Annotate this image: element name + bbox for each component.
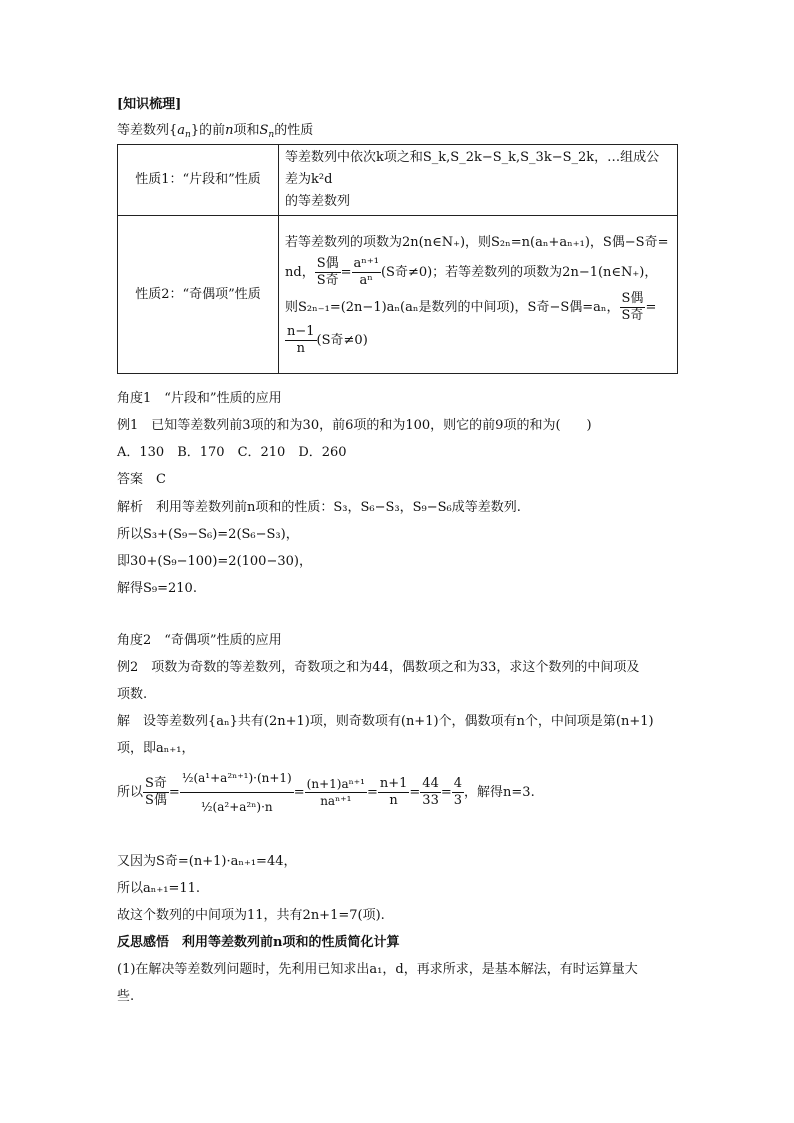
fraction-denominator: 3 (453, 793, 463, 808)
reflection-line2: 些. (117, 989, 135, 1004)
property2-line2-b: (S奇≠0)；若等差数列的项数为2n−1(n∈N₊)， (380, 265, 658, 280)
example1-options: A．130 B．170 C．210 D．260 (117, 445, 347, 460)
fraction (305, 776, 367, 809)
equation-suffix: ，解得n=3. (464, 785, 535, 800)
intro-sn-sub: n (268, 130, 275, 140)
fraction (620, 291, 646, 324)
example2-solution-line1: 解 设等差数列{aₙ}共有(2n+1)项，则奇数项有(n+1)个，偶数项有n个，中间项是第(n+1) (117, 714, 654, 729)
example2-solution-line2: 项，即aₙ₊₁， (117, 741, 195, 756)
reflection-line1: (1)在解决等差数列问题时，先利用已知求出a₁，d，再求所求，是基本解法，有时运算量大 (117, 962, 638, 977)
table-row (118, 216, 678, 374)
properties-table (117, 144, 678, 374)
property1-desc-line2: 的等差数列 (285, 194, 351, 209)
fraction-numerator: ½(a¹+a²ⁿ⁺¹)·(n+1) (180, 770, 294, 793)
angle1-title: 角度1 “片段和”性质的应用 (117, 391, 282, 406)
example2-question-line1: 例2 项数为奇数的等差数列，奇数项之和为44，偶数项之和为33，求这个数列的中间项及 (117, 660, 640, 675)
property2-line3-b: = (645, 300, 657, 315)
fraction-equation: 所以 $\frac{\text{S奇}}{\text{S偶}}$ = $\frac{\text{½(a¹+a²ⁿ⁺¹)·(n+1)}}{\text{½(a²+a²ⁿ)·n}}$ = $\frac{\text{(n+1)aⁿ⁺¹}}{\text{naⁿ⁺¹}}$ = $\frac{n+1}{n}$ = $\frac{44}{33}$ = $\frac{4}{3}$ ，解得n=3. (117, 771, 535, 814)
property2-line1: 若等差数列的项数为2n(n∈N₊)，则S₂ₙ=n(aₙ+aₙ₊₁)，S偶−S奇= (285, 235, 669, 250)
equation-prefix: 所以 (117, 785, 144, 800)
fraction-denominator: aⁿ (359, 273, 373, 288)
fraction (452, 776, 464, 809)
fraction (315, 256, 341, 289)
fraction-numerator: n−1 (287, 324, 315, 339)
fraction (420, 776, 441, 809)
reflection-title: 反思感悟 利用等差数列前n项和的性质简化计算 (117, 935, 400, 950)
equals-sign: = (340, 265, 352, 280)
fraction-denominator: n (389, 793, 398, 808)
fraction-numerator: S奇 (145, 776, 167, 791)
table-row (118, 145, 678, 216)
fraction-denominator: ½(a²+a²ⁿ)·n (200, 800, 273, 814)
fraction (285, 324, 317, 357)
fraction-denominator: S奇 (316, 273, 339, 288)
example2-conclusion: 故这个数列的中间项为11，共有2n+1=7(项). (117, 908, 385, 923)
fraction (378, 776, 410, 809)
property2-desc (279, 216, 678, 374)
fraction-numerator: (n+1)aⁿ⁺¹ (306, 777, 365, 791)
example2-again-line: 又因为S奇=(n+1)·aₙ₊₁=44， (117, 854, 297, 869)
fraction-numerator: S偶 (316, 256, 339, 271)
example1-answer: 答案 C (117, 472, 166, 487)
property2-line2 (285, 256, 671, 289)
property2-line2-a: nd， (285, 265, 315, 280)
example1-question: 例1 已知等差数列前3项的和为30，前6项的和为100，则它的前9项的和为( ) (117, 418, 592, 433)
example1-step2: 即30+(S₉−100)=2(100−30)， (117, 554, 312, 569)
example2-question-line2: 项数. (117, 687, 148, 702)
property2-line3-a: 则S₂ₙ₋₁=(2n−1)aₙ(aₙ是数列的中间项)，S奇−S偶=aₙ， (285, 300, 620, 315)
fraction-numerator: S偶 (621, 291, 644, 306)
property1-desc-line1: 等差数列中依次k项之和S_k,S_2k−S_k,S_3k−S_2k，…组成公差为k²d (285, 150, 660, 187)
angle2-title: 角度2 “奇偶项”性质的应用 (117, 633, 282, 648)
fraction-denominator: n (296, 341, 305, 356)
fraction-denominator: S偶 (145, 793, 167, 808)
intro-text-a: 等差数列{ (117, 123, 178, 138)
section-label: [知识梳理] (117, 97, 182, 112)
property2-line4-text: (S奇≠0) (316, 333, 368, 348)
intro-text-c: 项和 (233, 123, 260, 138)
example1-analysis: 解析 利用等差数列前n项和的性质：S₃，S₆−S₃，S₉−S₆成等差数列. (117, 500, 521, 515)
fraction-numerator: aⁿ⁺¹ (353, 256, 379, 271)
intro-text-d: 的性质 (274, 123, 314, 138)
intro-n: n (225, 123, 234, 138)
intro-text-b: }的前 (190, 123, 226, 138)
fraction-numerator: 44 (422, 776, 439, 791)
example2-so-line: 所以aₙ₊₁=11. (117, 881, 201, 896)
property1-name: 性质1：“片段和”性质 (118, 145, 279, 216)
fraction-denominator: naⁿ⁺¹ (320, 794, 352, 808)
fraction (143, 776, 169, 809)
example1-step1: 所以S₃+(S₉−S₆)=2(S₆−S₃)， (117, 527, 299, 542)
property1-desc (279, 145, 678, 216)
fraction (180, 770, 294, 815)
property2-name: 性质2：“奇偶项”性质 (118, 216, 279, 374)
fraction-numerator: 4 (453, 776, 463, 791)
intro-line (117, 122, 313, 144)
intro-an-symbol: a (177, 123, 186, 138)
fraction-denominator: S奇 (621, 308, 644, 323)
intro-an-sub: n (185, 130, 191, 140)
fraction (352, 256, 381, 289)
intro-sn-symbol: S (259, 123, 269, 138)
fraction-denominator: 33 (422, 793, 439, 808)
fraction-numerator: n+1 (379, 776, 408, 791)
property2-line3 (285, 291, 671, 324)
property2-line4 (285, 324, 671, 357)
example1-step3: 解得S₉=210. (117, 581, 197, 596)
